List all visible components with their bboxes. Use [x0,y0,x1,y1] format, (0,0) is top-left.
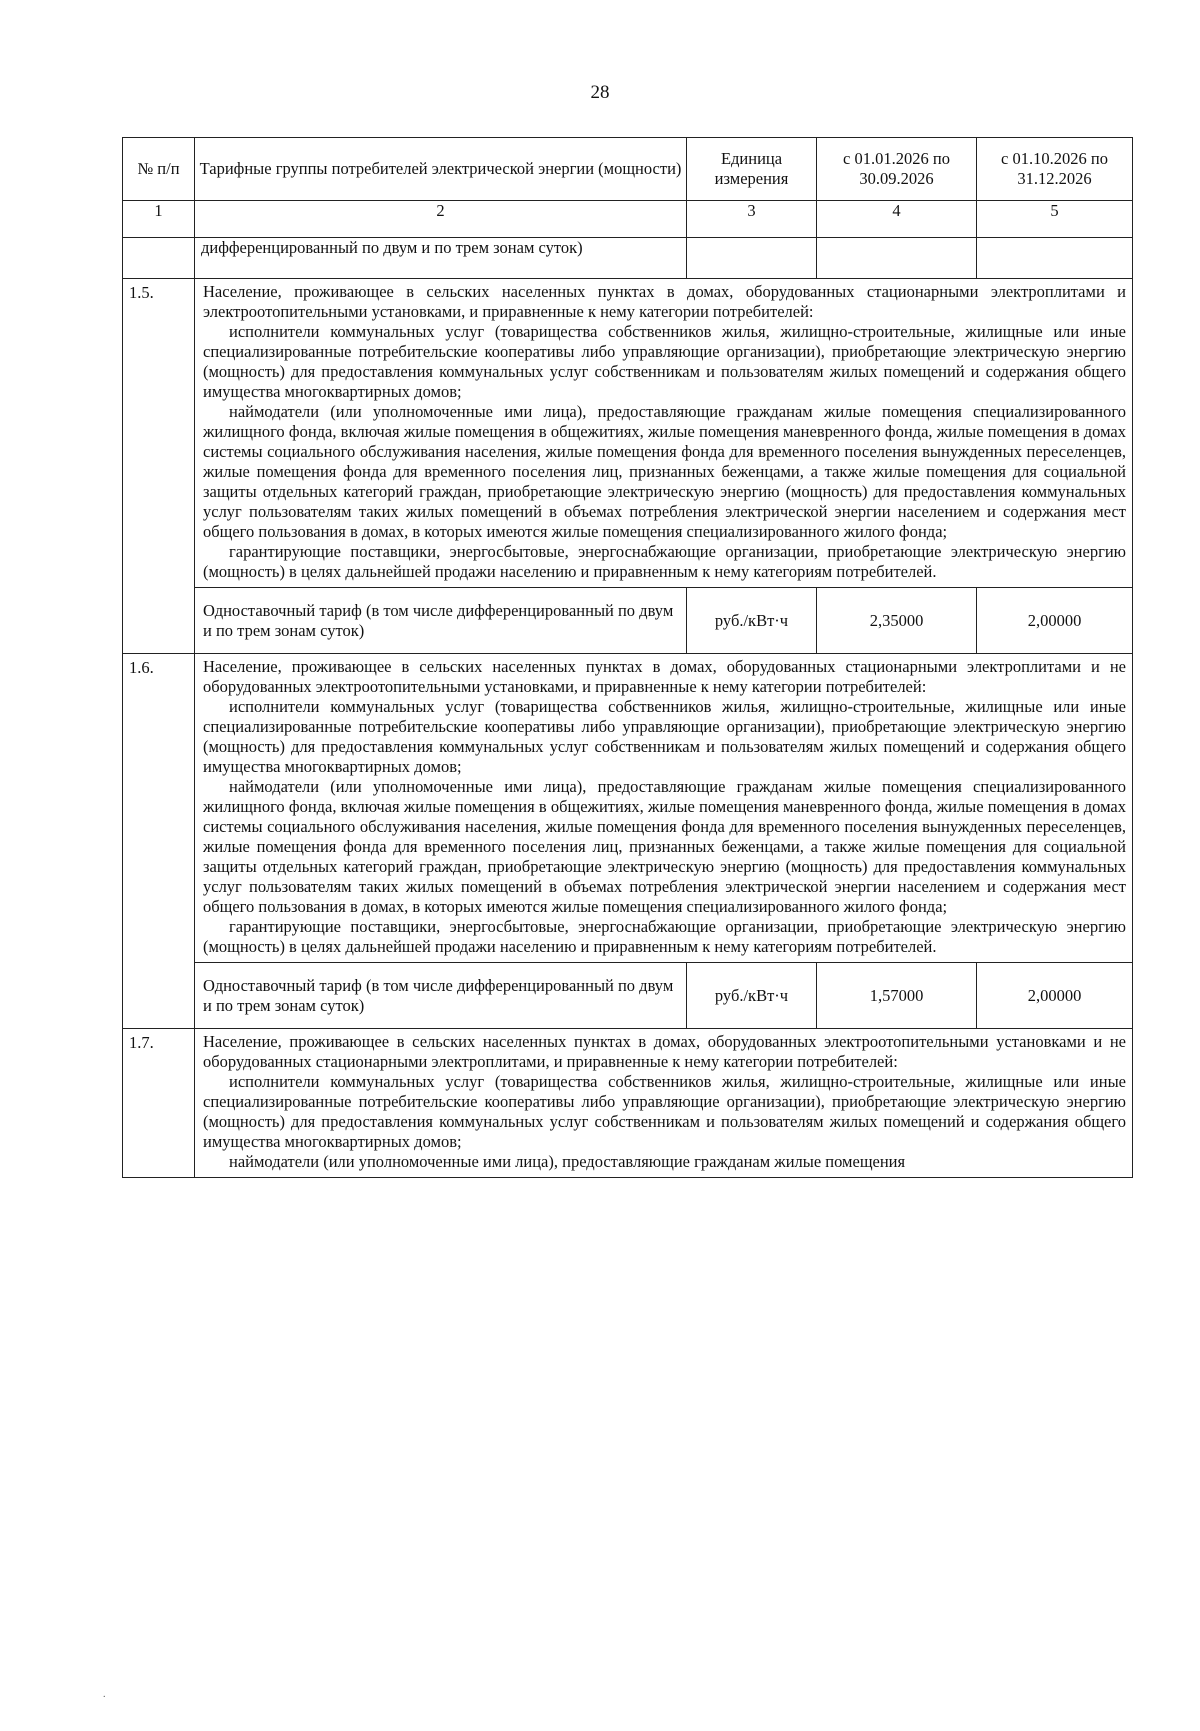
section-row [123,279,1133,588]
section-number: 1.6. [123,654,195,1029]
tariff-row [123,588,1133,654]
column-index: 4 [817,201,977,238]
continuation-text: дифференцированный по двум и по трем зонам суток) [195,238,687,279]
paragraph: Население, проживающее в сельских населенных пунктах в домах, оборудованных электроотопительными установками и не оборудованных стационарными электроплитами, и приравненные к нему категории потребителей: [203,1032,1126,1071]
section-number: 1.5. [123,279,195,654]
tariff-name: Одноставочный тариф (в том числе дифференцированный по двум и по трем зонам суток) [195,963,687,1029]
table-header-row [123,138,1133,201]
column-index: 5 [977,201,1133,238]
tariff-name: Одноставочный тариф (в том числе дифференцированный по двум и по трем зонам суток) [195,588,687,654]
paragraph: наймодатели (или уполномоченные ими лица), предоставляющие гражданам жилые помещения специализированного жилищного фонда, включая жилые помещения в общежитиях, жилые помещения маневренного фонда, жилые помещения в домах системы социального обслуживания населения, жилые помещения фонда для временного поселения вынужденных переселенцев, жилые помещения фонда для временного поселения лиц, признанных беженцами, а также жилые помещения для социальной защиты отдельных категорий граждан, приобретающие электрическую энергию (мощность) для предоставления коммунальных услуг пользователям таких жилых помещений в объемах потребления электрической энергии населением и содержания мест общего пользования в домах, в которых имеются жилые помещения специализированного жилого фонда; [203,777,1126,916]
tariff-row [123,963,1133,1029]
paragraph: исполнители коммунальных услуг (товарищества собственников жилья, жилищно-строительные, жилищные или иные специализированные потребительские кооперативы либо управляющие организации), приобретающие электрическую энергию (мощность) для предоставления коммунальных услуг собственникам и пользователям жилых помещений и содержания общего имущества многоквартирных домов; [203,322,1126,401]
column-index: 2 [195,201,687,238]
paragraph: гарантирующие поставщики, энергосбытовые, энергоснабжающие организации, приобретающие электрическую энергию (мощность) в целях дальнейшей продажи населению и приравненным к нему категориям потребителей. [203,917,1126,956]
header-period-2: с 01.10.2026 по 31.12.2026 [977,138,1133,201]
paragraph: Население, проживающее в сельских населенных пунктах в домах, оборудованных стационарными электроплитами и не оборудованных электроотопительными установками, и приравненные к нему категории потребителей: [203,657,1126,696]
unit-cell: руб./кВт·ч [687,963,817,1029]
section-number: 1.7. [123,1029,195,1178]
header-number: № п/п [123,138,195,201]
value-period-1: 1,57000 [817,963,977,1029]
column-index: 1 [123,201,195,238]
value-period-2: 2,00000 [977,588,1133,654]
page-number: 28 [590,82,610,103]
value-period-2: 2,00000 [977,963,1133,1029]
paragraph: исполнители коммунальных услуг (товарищества собственников жилья, жилищно-строительные, жилищные или иные специализированные потребительские кооперативы либо управляющие организации), приобретающие электрическую энергию (мощность) для предоставления коммунальных услуг собственникам и пользователям жилых помещений и содержания общего имущества многоквартирных домов; [203,1072,1126,1151]
paragraph: Население, проживающее в сельских населенных пунктах в домах, оборудованных стационарными электроплитами и электроотопительными установками, и приравненные к нему категории потребителей: [203,282,1126,321]
section-description [195,1029,1133,1178]
section-description [195,279,1133,588]
header-tariff-groups: Тарифные группы потребителей электрической энергии (мощности) [195,138,687,201]
paragraph: гарантирующие поставщики, энергосбытовые, энергоснабжающие организации, приобретающие электрическую энергию (мощность) в целях дальнейшей продажи населению и приравненным к нему категориям потребителей. [203,542,1126,581]
paragraph: наймодатели (или уполномоченные ими лица), предоставляющие гражданам жилые помещения [229,1152,906,1171]
section-description [195,654,1133,963]
unit-cell: руб./кВт·ч [687,588,817,654]
scan-speck: . [103,1689,106,1700]
column-index-row [123,201,1133,238]
section-row [123,1029,1133,1178]
tariff-table [122,137,1133,1178]
continuation-row [123,238,1133,279]
paragraph: наймодатели (или уполномоченные ими лица), предоставляющие гражданам жилые помещения специализированного жилищного фонда, включая жилые помещения в общежитиях, жилые помещения маневренного фонда, жилые помещения в домах системы социального обслуживания населения, жилые помещения фонда для временного поселения вынужденных переселенцев, жилые помещения фонда для временного поселения лиц, признанных беженцами, а также жилые помещения для социальной защиты отдельных категорий граждан, приобретающие электрическую энергию (мощность) для предоставления коммунальных услуг пользователям таких жилых помещений в объемах потребления электрической энергии населением и содержания мест общего пользования в домах, в которых имеются жилые помещения специализированного жилого фонда; [203,402,1126,541]
section-row [123,654,1133,963]
paragraph: исполнители коммунальных услуг (товарищества собственников жилья, жилищно-строительные, жилищные или иные специализированные потребительские кооперативы либо управляющие организации), приобретающие электрическую энергию (мощность) для предоставления коммунальных услуг собственникам и пользователям жилых помещений и содержания общего имущества многоквартирных домов; [203,697,1126,776]
header-period-1: с 01.01.2026 по 30.09.2026 [817,138,977,201]
value-period-1: 2,35000 [817,588,977,654]
column-index: 3 [687,201,817,238]
header-unit: Единица измерения [687,138,817,201]
